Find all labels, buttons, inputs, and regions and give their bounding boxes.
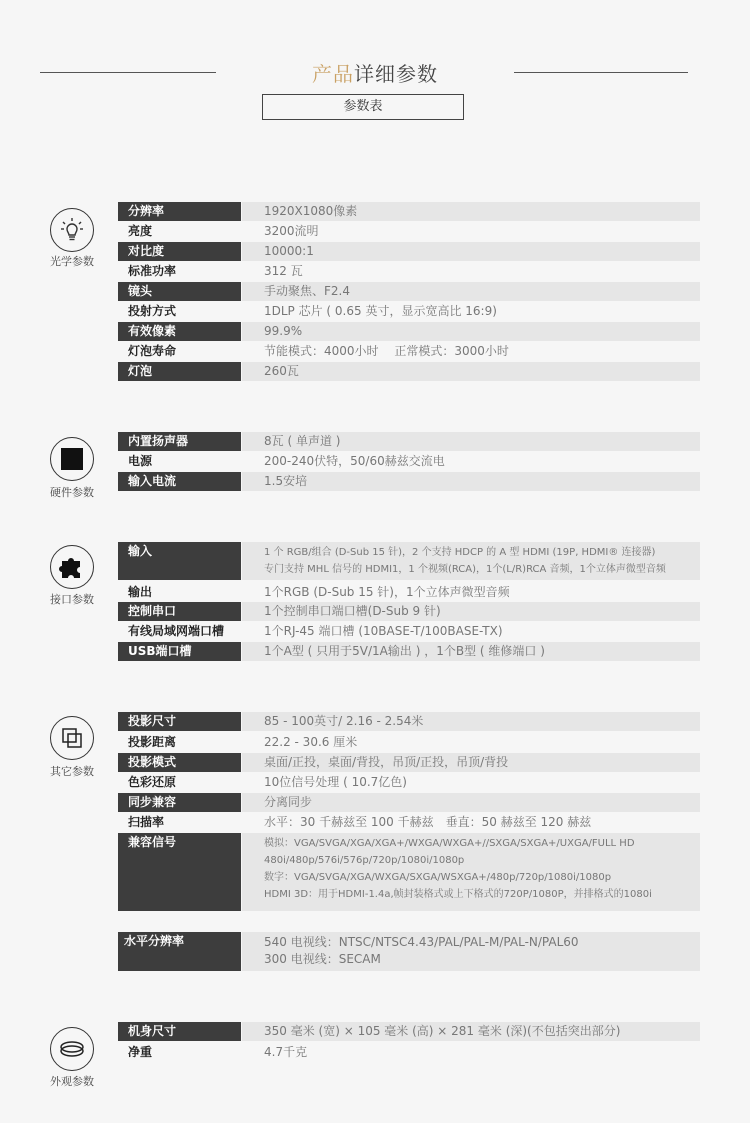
spec-value-line: 模拟：VGA/SVGA/XGA/XGA+/WXGA/WXGA+//SXGA/SXGA+/UXGA/FULL HD: [264, 838, 635, 849]
spec-value: 1个A型 ( 只用于5V/1A输出 ) ，1个B型 ( 维修端口 ): [242, 642, 700, 661]
spec-value: 桌面/正投，桌面/背投，吊顶/正投，吊顶/背投: [242, 753, 700, 772]
spec-row: [118, 602, 700, 621]
spec-key: 机身尺寸: [118, 1022, 241, 1041]
spec-value: 1个控制串口端口槽(D-Sub 9 针): [242, 602, 700, 621]
spec-value: 4.7千克: [264, 1045, 308, 1059]
spec-row: [118, 753, 700, 772]
spec-value: 10000:1: [242, 242, 700, 261]
spec-value: 手动聚焦、F2.4: [242, 282, 700, 301]
spec-value: 85 - 100英寸/ 2.16 - 2.54米: [242, 712, 700, 731]
spec-row: [118, 712, 700, 731]
spec-row: [118, 472, 700, 491]
spec-key: 投影模式: [118, 753, 241, 772]
spec-row: [118, 833, 700, 911]
spec-value: 99.9%: [242, 322, 700, 341]
spec-key: 输出: [128, 585, 153, 599]
spec-row: [118, 793, 700, 812]
title-accent: 产品: [312, 62, 354, 86]
spec-value: 8瓦 ( 单声道 ): [242, 432, 700, 451]
spec-value: 分离同步: [242, 793, 700, 812]
spec-key: 镜头: [118, 282, 241, 301]
spec-row: [118, 542, 700, 580]
spec-value: 200-240伏特，50/60赫兹交流电: [264, 454, 445, 468]
lightbulb-icon: [50, 208, 94, 252]
spec-value: [242, 932, 700, 971]
spec-key: 投射方式: [128, 304, 177, 318]
spec-row: [118, 342, 700, 361]
spec-value-line: 1 个 RGB/组合 (D-Sub 15 针)，2 个支持 HDCP 的 A 型 HDMI (19P, HDMI® 连接器): [264, 547, 656, 558]
spec-key: 色彩还原: [128, 775, 177, 789]
spec-value-line: HDMI 3D：用于HDMI-1.4a,帧封装格式或上下格式的720P/1080P，并排格式的1080i: [264, 889, 652, 900]
spec-key: 标准功率: [128, 264, 177, 278]
spec-row: [118, 773, 700, 792]
spec-value: 312 瓦: [264, 264, 303, 278]
spec-row: [118, 432, 700, 451]
spec-row: [118, 733, 700, 752]
spec-value: 1个RJ-45 端口槽 (10BASE-T/100BASE-TX): [264, 624, 503, 638]
spec-row: [118, 452, 700, 471]
spec-key: 水平分辨率: [118, 932, 241, 971]
spec-row: [118, 262, 700, 281]
section-label: 光学参数: [50, 255, 94, 268]
spec-key: 投影尺寸: [118, 712, 241, 731]
page-header: [0, 0, 750, 130]
spec-key: 净重: [128, 1045, 153, 1059]
section-label: 接口参数: [50, 593, 94, 606]
spec-key: 亮度: [128, 224, 153, 238]
ring-icon: [50, 1027, 94, 1071]
spec-key: 同步兼容: [118, 793, 241, 812]
spec-key: 投影距离: [128, 735, 177, 749]
spec-row: [118, 202, 700, 221]
spec-key: 分辨率: [118, 202, 241, 221]
spec-key: 输入: [118, 542, 241, 580]
spec-value: 3200流明: [264, 224, 319, 238]
spec-value: 1920X1080像素: [242, 202, 700, 221]
page-title: [0, 58, 750, 87]
spec-row: [118, 813, 700, 832]
spec-row: [118, 242, 700, 261]
spec-value: 22.2 - 30.6 厘米: [264, 735, 358, 749]
spec-key: 控制串口: [118, 602, 241, 621]
spec-value-line: 300 电视线：SECAM: [264, 952, 381, 966]
spec-value-line: 480i/480p/576i/576p/720p/1080i/1080p: [264, 855, 465, 866]
spec-key: 对比度: [118, 242, 241, 261]
spec-row: [118, 583, 700, 602]
spec-value: [242, 542, 700, 580]
spec-key: 有线局域网端口槽: [128, 624, 225, 638]
spec-row: [118, 642, 700, 661]
spec-key: 电源: [128, 454, 153, 468]
spec-row: [118, 362, 700, 381]
spec-value: 水平：30 千赫兹至 100 千赫兹 垂直：50 赫兹至 120 赫兹: [264, 815, 592, 829]
spec-key: 灯泡: [118, 362, 241, 381]
spec-value: 节能模式：4000小时 正常模式：3000小时: [264, 344, 509, 358]
spec-row: [118, 932, 700, 971]
section-label: 外观参数: [50, 1075, 94, 1088]
spec-key: 扫描率: [128, 815, 165, 829]
spec-row: [118, 1043, 700, 1062]
spec-row: [118, 222, 700, 241]
title-rest: 详细参数: [354, 62, 438, 86]
spec-row: [118, 322, 700, 341]
subtitle-box: 参数表: [262, 94, 464, 120]
spec-value-line: 540 电视线：NTSC/NTSC4.43/PAL/PAL-M/PAL-N/PAL60: [264, 935, 579, 949]
spec-key: 输入电流: [118, 472, 241, 491]
spec-key: 有效像素: [118, 322, 241, 341]
spec-value-line: 专门支持 MHL 信号的 HDMI1，1 个视频(RCA)，1个(L/R)RCA 音频，1个立体声微型音频: [264, 564, 666, 575]
spec-value: 350 毫米 (宽) × 105 毫米 (高) × 281 毫米 (深)(不包括突出部分): [242, 1022, 700, 1041]
spec-value: 260瓦: [242, 362, 700, 381]
spec-row: [118, 622, 700, 641]
spec-value: 1.5安培: [242, 472, 700, 491]
spec-value: 1DLP 芯片 ( 0.65 英寸，显示宽高比 16:9): [264, 304, 497, 318]
section-label: 其它参数: [50, 765, 94, 778]
spec-value: 1个RGB (D-Sub 15 针)，1个立体声微型音频: [264, 585, 510, 599]
spec-value: 10位信号处理 ( 10.7亿色): [264, 775, 407, 789]
spec-value-line: 数字：VGA/SVGA/XGA/WXGA/SXGA/WSXGA+/480p/720p/1080i/1080p: [264, 872, 612, 883]
spec-key: USB端口槽: [118, 642, 241, 661]
square-chip-icon: [50, 437, 94, 481]
spec-row: [118, 1022, 700, 1041]
overlapping-squares-icon: [50, 716, 94, 760]
puzzle-piece-icon: [50, 545, 94, 589]
section-label: 硬件参数: [50, 486, 94, 499]
spec-row: [118, 282, 700, 301]
spec-key: 灯泡寿命: [128, 344, 177, 358]
spec-key: 兼容信号: [118, 833, 241, 911]
spec-value: [242, 833, 700, 911]
spec-row: [118, 302, 700, 321]
spec-key: 内置扬声器: [118, 432, 241, 451]
